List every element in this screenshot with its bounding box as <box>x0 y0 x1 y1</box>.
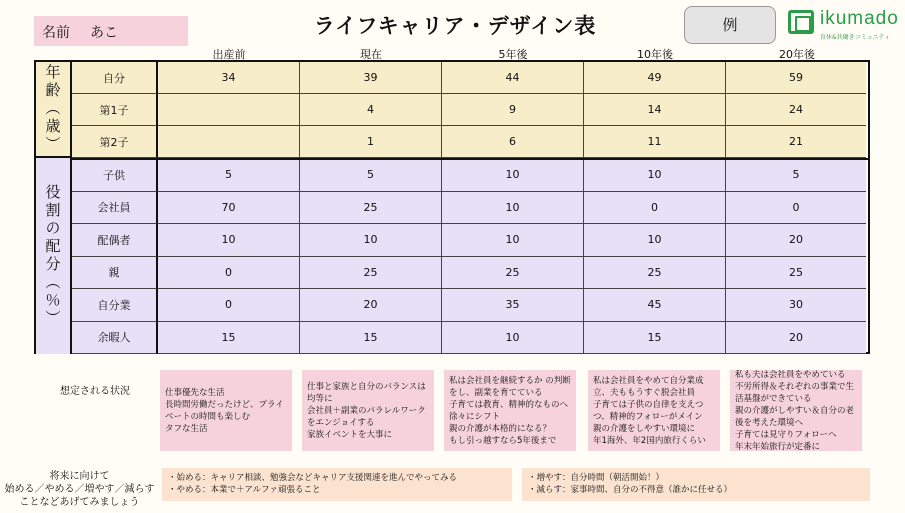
life-career-table <box>34 60 870 354</box>
plan-line: ・増やす：自分時間（朝活開始！） <box>528 473 665 483</box>
table-cell[interactable]: 25 <box>442 257 584 290</box>
table-cell[interactable]: 24 <box>726 94 866 126</box>
row-label: 配偶者 <box>72 224 158 257</box>
note-line: 年1海外、年2国内旅行くらい <box>593 435 706 446</box>
table-cell[interactable]: 14 <box>584 94 726 126</box>
table-cell[interactable]: 0 <box>158 257 300 290</box>
situation-note[interactable] <box>588 370 720 451</box>
situation-note[interactable] <box>302 370 434 451</box>
row-label: 子供 <box>72 159 158 192</box>
note-line: 年末年始旅行が定番に <box>735 441 821 451</box>
note-line: 私も夫は会社員をやめている <box>735 370 846 380</box>
table-cell[interactable]: 10 <box>442 192 584 225</box>
age-section-label: 年齢（歳） <box>36 62 72 158</box>
table-cell[interactable]: 25 <box>300 192 442 225</box>
row-label: 余暇人 <box>72 322 158 355</box>
table-cell[interactable]: 10 <box>158 224 300 257</box>
table-cell[interactable] <box>158 94 300 126</box>
column-header: 出産前 <box>212 48 246 61</box>
name-value: あこ <box>90 25 118 41</box>
table-cell[interactable]: 0 <box>584 192 726 225</box>
table-cell[interactable]: 15 <box>584 322 726 355</box>
note-line: 仕事と家族と自分のバランスは均等に <box>307 381 426 404</box>
table-cell[interactable]: 35 <box>442 289 584 322</box>
table-cell[interactable]: 25 <box>584 257 726 290</box>
table-cell[interactable]: 21 <box>726 126 866 158</box>
table-cell[interactable]: 25 <box>726 257 866 290</box>
column-header: 現在 <box>360 48 382 61</box>
table-cell[interactable]: 45 <box>584 289 726 322</box>
table-cell[interactable]: 15 <box>158 322 300 355</box>
table-cell[interactable]: 4 <box>300 94 442 126</box>
plan-line: ・減らす：家事時間、自分の不得意（誰かに任せる） <box>528 485 733 495</box>
table-cell[interactable]: 25 <box>300 257 442 290</box>
table-cell[interactable]: 0 <box>726 192 866 225</box>
table-cell[interactable]: 1 <box>300 126 442 158</box>
column-header: 5年後 <box>498 48 528 61</box>
table-cell[interactable]: 11 <box>584 126 726 158</box>
situation-note[interactable] <box>730 370 862 451</box>
column-header: 20年後 <box>779 48 815 61</box>
table-cell[interactable]: 59 <box>726 62 866 94</box>
table-cell[interactable]: 30 <box>726 289 866 322</box>
note-line: 長時間労働だったけど、プライベートの時間も楽しむ <box>165 399 284 422</box>
logo-tagline: 育休&共働きコミュニティ <box>820 34 891 41</box>
name-field[interactable] <box>34 16 188 46</box>
note-line: 子育ては見守りフォローへ <box>735 429 837 440</box>
row-label: 自分 <box>72 62 158 94</box>
table-cell[interactable]: 44 <box>442 62 584 94</box>
future-label <box>2 470 157 509</box>
table-cell[interactable]: 0 <box>158 289 300 322</box>
note-line: 私は会社員を継続するか の判断をし、副業を育てている <box>449 375 571 398</box>
table-cell[interactable]: 20 <box>726 224 866 257</box>
row-label: 第1子 <box>72 94 158 126</box>
logo-name: ikumado <box>820 8 899 29</box>
note-line: 仕事優先な生活 <box>165 387 225 398</box>
column-header: 10年後 <box>637 48 673 61</box>
name-label: 名前 <box>42 25 70 41</box>
note-line: 親の介護をしやすい環境に <box>593 423 696 434</box>
note-line: もし引っ越すなら5年後まで <box>449 435 557 446</box>
table-cell[interactable]: 10 <box>442 159 584 192</box>
note-line: 会社員＋副業のパラレルワークをエンジョイする <box>307 405 426 428</box>
situation-note[interactable] <box>160 370 292 451</box>
table-cell[interactable]: 20 <box>726 322 866 355</box>
situation-note[interactable] <box>444 370 576 451</box>
note-line: 子育ては子供の自律を支えつつ、精神的フォローがメイン <box>593 399 704 422</box>
table-cell[interactable]: 6 <box>442 126 584 158</box>
table-cell[interactable]: 10 <box>442 224 584 257</box>
table-cell[interactable]: 70 <box>158 192 300 225</box>
table-cell[interactable]: 15 <box>300 322 442 355</box>
table-cell[interactable]: 10 <box>584 224 726 257</box>
window-logo-icon <box>788 10 814 34</box>
table-cell[interactable]: 10 <box>584 159 726 192</box>
page-title: ライフキャリア・デザイン表 <box>313 14 597 38</box>
table-cell[interactable]: 34 <box>158 62 300 94</box>
ikumado-logo <box>788 8 900 42</box>
note-line: 親の介護が本格的になる？ <box>449 423 552 434</box>
table-cell[interactable]: 10 <box>442 322 584 355</box>
row-label: 第2子 <box>72 126 158 158</box>
future-plan-more-less[interactable] <box>522 468 870 501</box>
future-label-line: 将来に向けて <box>49 471 110 482</box>
table-cell[interactable]: 5 <box>158 159 300 192</box>
table-cell[interactable]: 5 <box>726 159 866 192</box>
note-line: 親の介護がしやすい＆自分の老後を考えた環境へ <box>735 405 855 428</box>
note-line: 子育ては教育、精神的なものへ徐々にシフト <box>449 399 569 422</box>
role-section-label: 役割の配分（％） <box>36 158 72 354</box>
note-line: 私は会社員をやめて自分業成立、夫ももうすぐ脱会社員 <box>593 375 704 398</box>
row-label: 自分業 <box>72 289 158 322</box>
situation-label: 想定される状況 <box>60 386 130 397</box>
note-line: 家族イベントを大事に <box>307 429 393 440</box>
section-divider <box>72 158 870 160</box>
table-cell[interactable]: 9 <box>442 94 584 126</box>
table-cell[interactable] <box>158 126 300 158</box>
note-line: 不労所得＆それぞれの事業で生活基盤ができている <box>735 381 855 404</box>
plan-line: ・やめる：本業で＋アルファ頑張ること <box>168 485 321 495</box>
future-label-line: 始める／やめる／増やす／減らす <box>4 484 155 495</box>
table-cell[interactable]: 20 <box>300 289 442 322</box>
future-plan-start-stop[interactable] <box>162 468 512 501</box>
row-label: 会社員 <box>72 192 158 225</box>
example-button[interactable]: 例 <box>684 6 776 44</box>
future-label-line: ことなどあげてみましょう <box>19 497 140 508</box>
note-line: タフな生活 <box>165 423 208 434</box>
row-label: 親 <box>72 257 158 290</box>
plan-line: ・始める：キャリア相談、勉強会などキャリア支援関連を進んでやってみる <box>168 473 458 483</box>
table-cell[interactable]: 5 <box>300 159 442 192</box>
table-cell[interactable]: 39 <box>300 62 442 94</box>
table-cell[interactable]: 49 <box>584 62 726 94</box>
table-cell[interactable]: 10 <box>300 224 442 257</box>
